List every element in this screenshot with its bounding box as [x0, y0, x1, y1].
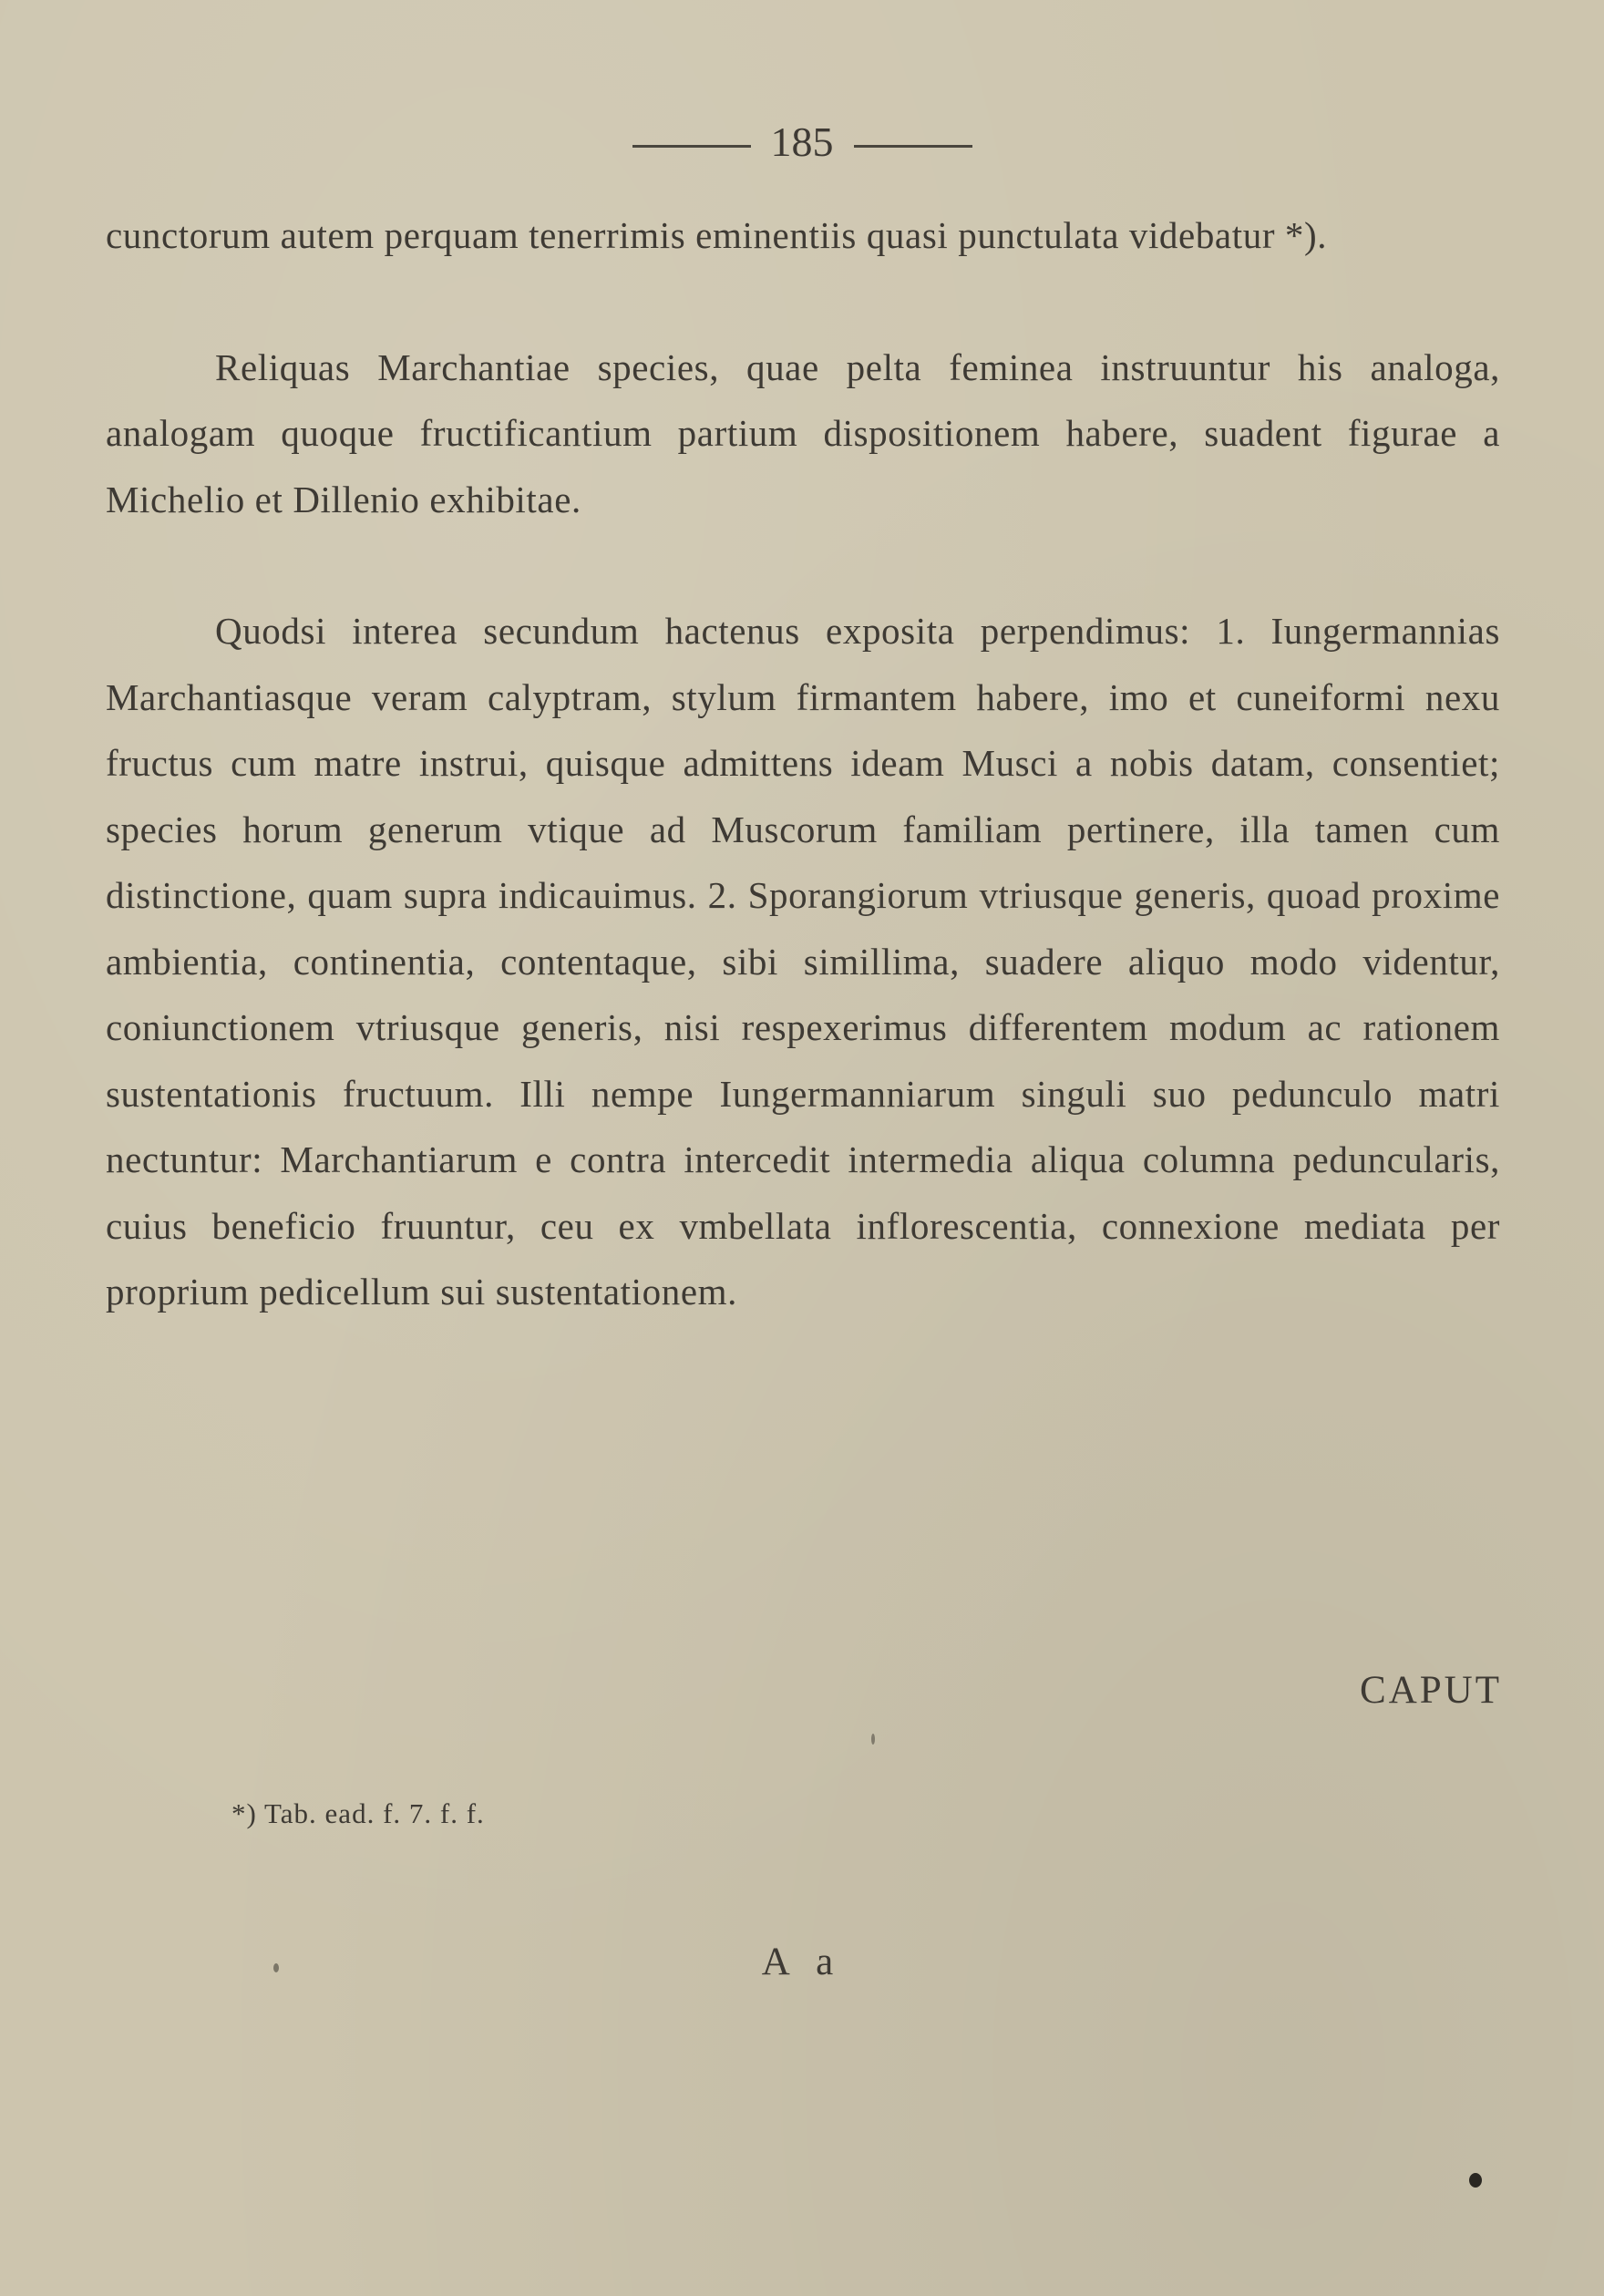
paragraph-reliquas: Reliquas Marchantiae species, quae pelta feminea instruuntur his analoga, analogam quoque fructificantium partium dispositionem habere, suadent figurae a Michelio et Dillenio exhibitae. — [106, 345, 1500, 520]
page-number: 185 — [770, 118, 834, 165]
signature-mark: A a — [761, 1941, 843, 1983]
ink-speck — [1469, 2173, 1482, 2188]
paragraph-quodsi: Quodsi interea secundum hactenus exposita perpendimus: 1. Iungermannias Marchantiasque veram calyptram, stylum firmantem habere, imo et cuneiformi nexu fructus cum matre instrui, quisque admittens ideam Musci a nobis datam, consentiet; species horum generum vtique ad Muscorum familiam pertinere, illa tamen cum distinctione, quam supra indicauimus. 2. Sporangiorum vtriusque generis, quoad proxime ambientia, continentia, contentaque, sibi simillima, suadere aliquo modo videntur, coniunctionem vtriusque generis, nisi respexerimus differentem modum ac rationem sustentationis fructuum. Illi nempe Iungermanniarum singuli suo pedunculo matri nectuntur: Marchantiarum e contra intercedit intermedia aliqua columna peduncularis, cuius beneficio fruuntur, ceu ex vmbellata inflorescentia, connexione mediata per proprium pedicellum sui sustentationem. — [106, 610, 1500, 1313]
catchword: CAPUT — [1360, 1669, 1502, 1712]
paragraph-continuation: cunctorum autem perquam tenerrimis eminentiis quasi punctulata videbatur *). — [106, 214, 1328, 256]
header-rule-left — [632, 145, 751, 148]
ink-speck — [273, 1963, 279, 1972]
body-text — [106, 202, 1500, 1325]
paragraph-gap — [106, 532, 1500, 598]
running-header — [0, 117, 1604, 168]
footnote: *) Tab. ead. f. 7. f. f. — [231, 1797, 485, 1829]
paragraph-gap — [106, 269, 1500, 335]
ink-speck — [871, 1734, 875, 1745]
header-rule-right — [854, 145, 972, 148]
